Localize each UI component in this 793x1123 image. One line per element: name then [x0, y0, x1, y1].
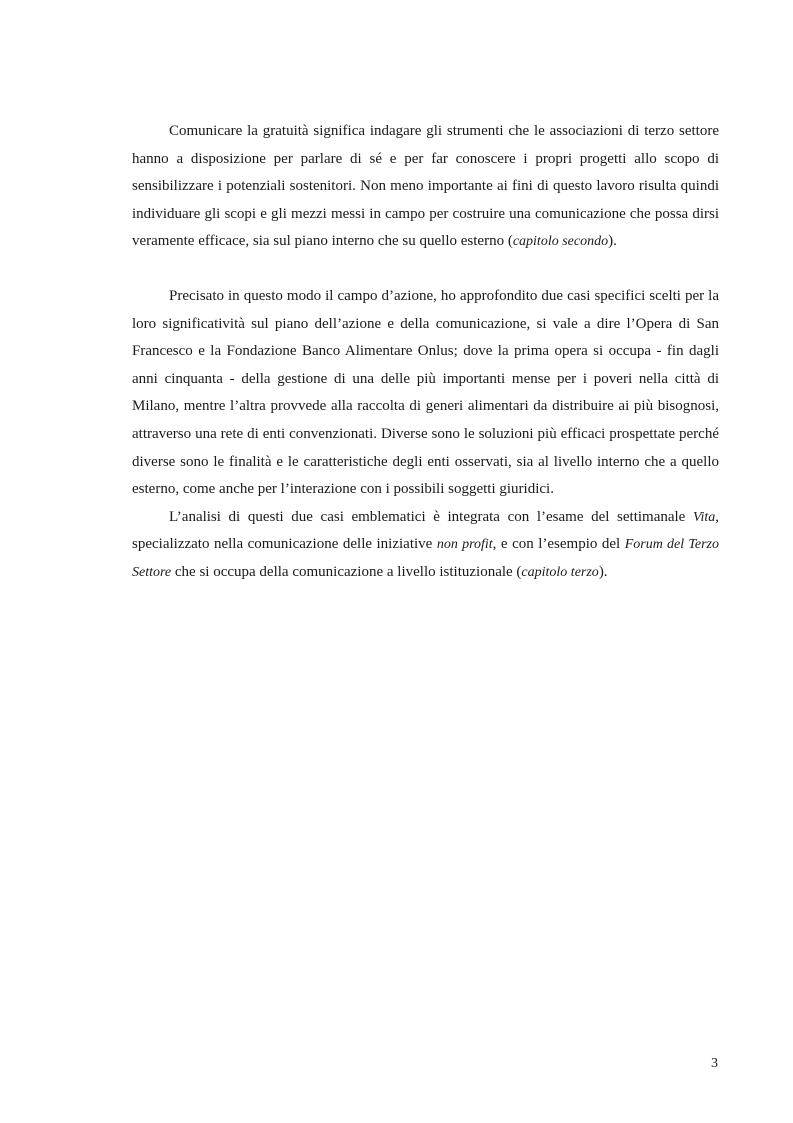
text-run: ). — [608, 233, 617, 250]
italic-run-forum: Forum del Terzo Settore — [132, 537, 719, 580]
italic-run-vita: Vita — [692, 509, 716, 525]
text-run: ). — [598, 563, 608, 580]
italic-run-non-profit: non profit — [436, 537, 493, 553]
body-text — [132, 118, 719, 587]
paragraph-case-studies — [132, 283, 719, 504]
text-run: che si occupa della comunicazione a livello istituzionale ( — [171, 563, 522, 580]
italic-run-capitolo-terzo: capitolo terzo — [521, 564, 599, 580]
text-run: L’analisi di questi due casi emblematici è integrata con l’esame del settimanale — [169, 508, 693, 525]
text-run: , specializzato nella comunicazione delle iniziative — [132, 508, 719, 553]
text-run: Comunicare la gratuità significa indagare gli strumenti che le associazioni di terzo settore hanno a disposizione per parlare di sé e per far conoscere i propri progetti allo scopo di sensibilizzare i potenziali sostenitori. Non meno importante ai fini di questo lavoro risulta quindi individuare gli scopi e gli mezzi messi in campo per costruire una comunicazione che possa dirsi veramente efficace, sia sul piano interno che su quello esterno ( — [132, 123, 719, 250]
page-number: 3 — [711, 1056, 718, 1071]
paragraph-analysis — [132, 504, 719, 587]
italic-run-capitolo-secondo: capitolo secondo — [512, 234, 609, 250]
text-run: , e con l’esempio del — [492, 536, 625, 553]
paragraph-communication — [132, 118, 719, 256]
text-run: Precisato in questo modo il campo d’azione, ho approfondito due casi specifici scelti per la loro significatività sul piano dell’azione e della comunicazione, si vale a dire l’Opera di San Francesco e la Fondazione Banco Alimentare Onlus; dove la prima opera si occupa - fin dagli anni cinquanta - della gestione di una delle più importanti mense per i poveri nella città di Milano, mentre l’altra provvede alla raccolta di generi alimentari da distribuire ai più bisognosi, attraverso una rete di enti convenzionati. Diverse sono le soluzioni più efficaci prospettate perché diverse sono le finalità e le caratteristiche degli enti osservati, sia al livello interno che a quello esterno, come anche per l’interazione con i possibili soggetti giuridici. — [132, 287, 719, 498]
